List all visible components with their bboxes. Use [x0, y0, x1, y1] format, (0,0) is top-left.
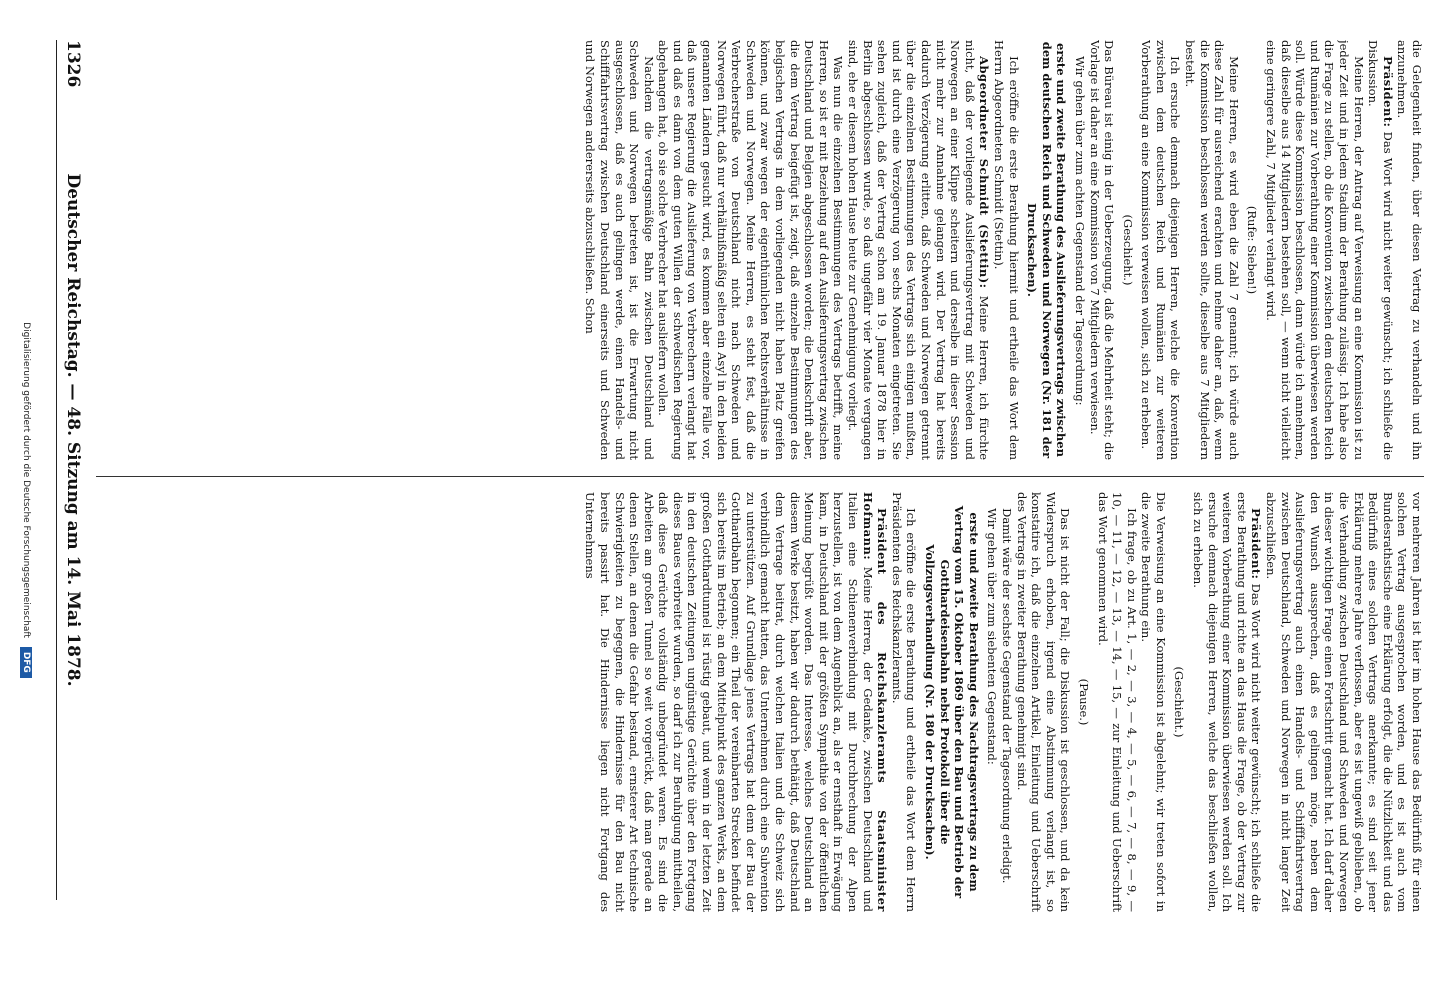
body-paragraph: Meine Herren, es wird eben die Zahl 7 genannt; ich würde auch diese Zahl für ausreichend erachten und nehme daher an, daß, wenn die Kommission beschlossen werden sollte, dieselbe aus 7 Mitgliedern besteht. [1183, 40, 1241, 460]
speech-paragraph [1366, 40, 1395, 460]
body-paragraph: Wir gehen über zum siebenten Gegenstand: [985, 508, 1000, 765]
body-paragraph: Die Verweisung an eine Kommission ist abgelehnt; wir treten sofort in die zweite Berathung ein. [1139, 492, 1168, 912]
body-paragraph: Wir gehen über zum achten Gegenstand der Tagesordnung: [1072, 56, 1087, 406]
speech-text: Meine Herren, ich fürchte nicht, daß der vorliegende Auslieferungsvertrag mit Schweden und Norwegen an einer Klippe scheitern und derselbe in dieser Session nicht mehr zur Annahme gelangen wird. Der Vertrag hat bereits dadurch Verzögerung erlitten, daß Schweden und Norwegen getrennt über die einzelnen Bestimmungen des Vertrags sich einigen mußten, und ist durch eine Verzögerung von sechs Monaten eingetreten. Sie sehen zugleich, daß der Vertrag schon am 19. Januar 1878 hier in Berlin abgeschlossen wurde, so daß ungefähr vier Monate vergangen sind, ehe er diesem hohen Hause heute zur Genehmigung vorliegt. [846, 40, 992, 460]
body-paragraph: Das Büreau ist einig in der Ueberzeugung, daß die Mehrheit steht; die Vorlage ist daher an eine Kommission von 7 Mitgliedern verwiesen. [1087, 40, 1117, 460]
page-header [56, 40, 87, 900]
speaker-name: Präsident des Reichskanzleramts Staatsminister Hofmann: [860, 492, 890, 912]
speech-text: Meine Herren, der Gedanke, zwischen Deutschland und Italien eine Schienenverbindung mit Durchbrechung der Alpen herzustellen, ist von dem Augenblick an, als er ernsthaft in Erwägung kam, in Deutschland mit der größten Sympathie von der öffentlichen Meinung begrüßt worden. Das Interesse, welches Deutschland an diesem Werke besitzt, haben wir dadurch bethätigt, daß Deutschland dem Vertrage beitrat, durch welchen Italien und die Schweiz sich verbindlich gemacht hatten, das Unternehmen durch eine Subvention zu unterstützen. Auf Grundlage jenes Vertrags hat denn der Bau der Gotthardbahn begonnen; ein Theil der vereinbarten Strecken befindet sich bereits im Betrieb; an dem Mittelpunkt des ganzen Werks, an dem großen Gotthardtunnel ist rüstig gebaut, und wenn in der letzten Zeit in den deutschen Zeitungen ungünstige Gerüchte über den Fortgang dieses Baues verbreitet wurden, so darf ich zur Beruhigung mittheilen, daß diese Gerüchte vollständig unbegründet waren. Es sind die Arbeiten am großen Tunnel so weit vorgerückt, daß man gerade an denen Stellen, an denen die Gefahr bestand, ernsterer Art technische Schwierigkeiten zu begegnen, die Hindernisse für den Bau nicht bereits passirt hat. Die Hindernisse liegen nicht Fortgang des Unternehmens [583, 492, 875, 912]
page-number: 1326 [63, 40, 83, 88]
interjection: (Pause.) [1076, 678, 1091, 726]
body-paragraph: Das ist nicht der Fall; die Diskussion ist geschlossen, und da kein Widerspruch erhoben, irgend eine Abstimmung verlangt ist, so konstatire ich, daß die einzelnen Artikel, Einleitung und Ueberschrift des Vertrags in zweiter Berathung genehmigt sind. [1014, 492, 1073, 912]
credit-text: Digitalisierung gefördert durch die Deutsche Forschungsgemeinschaft [21, 322, 31, 638]
right-column [96, 492, 1424, 912]
running-title: Deutscher Reichstag. — 48. Sitzung am 14. Mai 1878. [63, 173, 83, 687]
dfg-logo: DFG [20, 647, 32, 678]
speaker-name: Präsident: [1380, 56, 1395, 128]
interjection: (Rufe: Sieben!) [1245, 205, 1260, 295]
interjection: (Geschieht.) [1120, 214, 1135, 286]
body-paragraph: Meine Herren, der Antrag auf Verweisung an eine Kommission ist zu jeder Zeit und in jedem Stadium der Berathung zulässig. Ich habe also die Frage zu stellen, ob die Konvention zwischen dem deutschen Reich und Rumänien zur Vorberathung einer Kommission überwiesen werden soll. Würde diese Kommission beschlossen, dann würde ich annehmen, daß dieselbe aus 14 Mitgliedern bestehen soll, — wenn nicht vielleicht eine geringere Zahl, 7 Mitglieder verlangt wird. [1264, 40, 1366, 460]
speech-text: Das Wort wird nicht weiter gewünscht; ich schließe die erste Berathung und richte an das Haus die Frage, ob der Vertrag zur weiteren Vorberathung einer Kommission überwiesen werden soll. Ich ersuche demnach diejenigen Herren, welche das beschließen wollen, sich zu erheben. [1191, 492, 1264, 912]
speech-paragraph [845, 40, 991, 460]
speaker-name: Präsident: [1249, 508, 1264, 580]
column-divider [96, 476, 1424, 477]
body-paragraph: Was nun die einzelnen Bestimmungen des Vertrags betrifft, meine Herren, so ist er mit Beziehung auf den Auslieferungsvertrag zwischen Deutschland und Belgien abgeschlossen worden; die Denkschrift aber, die dem Vertrag beigefügt ist, zeigt, daß einzelne Bestimmungen des belgischen Vertrags in dem vorliegenden nicht haben Platz greifen können, und zwar wegen der eigenthümlichen Rechtsverhältnisse in Schweden und Norwegen. Meine Herren, es steht fest, daß die Verbrecherstraße von Deutschland nicht nach Schweden und Norwegen führt, daß nur verhältnißmäßig selten ein Asyl in den beiden genannten Ländern gesucht wird, es kommen aber einzelne Fälle vor, daß unsere Regierung die Auslieferung von Verbrechern verlangt hat und daß es dann von dem guten Willen der schwedischen Regierung abgehangen hat, ob sie solche Verbrecher hat ausliefern wollen. [656, 40, 846, 460]
body-paragraph: Ich eröffne die erste Berathung und ertheile das Wort dem Herrn Präsidenten des Reichskanzleramts. [889, 492, 919, 912]
body-paragraph: Ich frage, ob zu Art. 1, — 2, — 3, — 4, — 5, — 6, — 7, — 8, — 9, — 10, — 11, — 12, — 13, — 14, — 15, — zur Einleitung und Ueberschrift das Wort genommen wird. [1095, 492, 1139, 912]
body-paragraph: Damit wäre der sechste Gegenstand der Tagesordnung erledigt. [999, 508, 1014, 884]
body-paragraph: Ich eröffne die erste Berathung hiermit und ertheile das Wort dem Herrn Abgeordneten Schmidt (Stettin). [991, 40, 1021, 460]
digitization-credit [20, 0, 32, 1000]
agenda-item-heading: erste und zweite Berathung des Nachtragsvertrags zu dem Vertrag vom 15. Oktober 1869 über den Bau und Betrieb der Gotthardeisenbahn nebst Protokoll über die Vollzugsverhandlung (Nr. 180 der Drucksachen). [923, 505, 981, 899]
agenda-item-heading: erste und zweite Berathung des Auslieferungsvertrags zwischen dem deutschen Reich und Schweden und Norwegen (Nr. 181 der Drucksachen). [1025, 41, 1069, 459]
left-column [96, 40, 1424, 460]
interjection: (Geschieht.) [1172, 666, 1187, 738]
body-paragraph: vor mehreren Jahren ist hier im hohen Hause das Bedürfniß für einen solchen Vertrag ausgesprochen worden, und es ist auch vom Bundesrathstische eine Erklärung erfolgt, die die Nützlichkeit und das Bedürfniß eines solchen Vertrags anerkannte; es sind seit jener Erklärung mehrere Jahre verflossen, aber es ist ungewiß geblieben, ob die Verhandlung zwischen Deutschland und Schweden und Norwegen in dieser wichtigen Frage einen Fortschritt gemacht hat. Ich darf daher den Wunsch aussprechen, daß es gelingen möge, neben dem Auslieferungsvertrag auch einen Handels- und Schifffahrtsvertrag zwischen Deutschland, Schweden und Norwegen in nicht langer Zeit abzuschließen. [1264, 492, 1424, 912]
body-columns [96, 40, 1424, 920]
speaker-name: Abgeordneter Schmidt (Stettin): [977, 56, 992, 289]
body-paragraph: Nachdem die vertragsmäßige Bahn zwischen Deutschland und Schweden und Norwegen betreten ist, ist die Erwartung nicht ausgeschlossen, daß es auch gelingen werde, einen Handels- und Schifffahrtsvertrag zwischen Deutschland einerseits und Schweden und Norwegen andererseits abzuschließen. Schon [583, 40, 656, 460]
speech-paragraph [1191, 492, 1264, 912]
body-paragraph: Ich ersuche demnach diejenigen Herren, welche die Konvention zwischen dem deutschen Reich und Rumänien zur weiteren Vorberathung an eine Kommission verweisen wollen, sich zu erheben. [1139, 40, 1183, 460]
speech-paragraph [583, 492, 889, 912]
body-paragraph: die Gelegenheit finden, über diesen Vertrag zu verhandeln und ihn anzunehmen. [1395, 40, 1424, 460]
speech-text: Das Wort wird nicht weiter gewünscht; ich schließe die Diskussion. [1366, 40, 1395, 460]
